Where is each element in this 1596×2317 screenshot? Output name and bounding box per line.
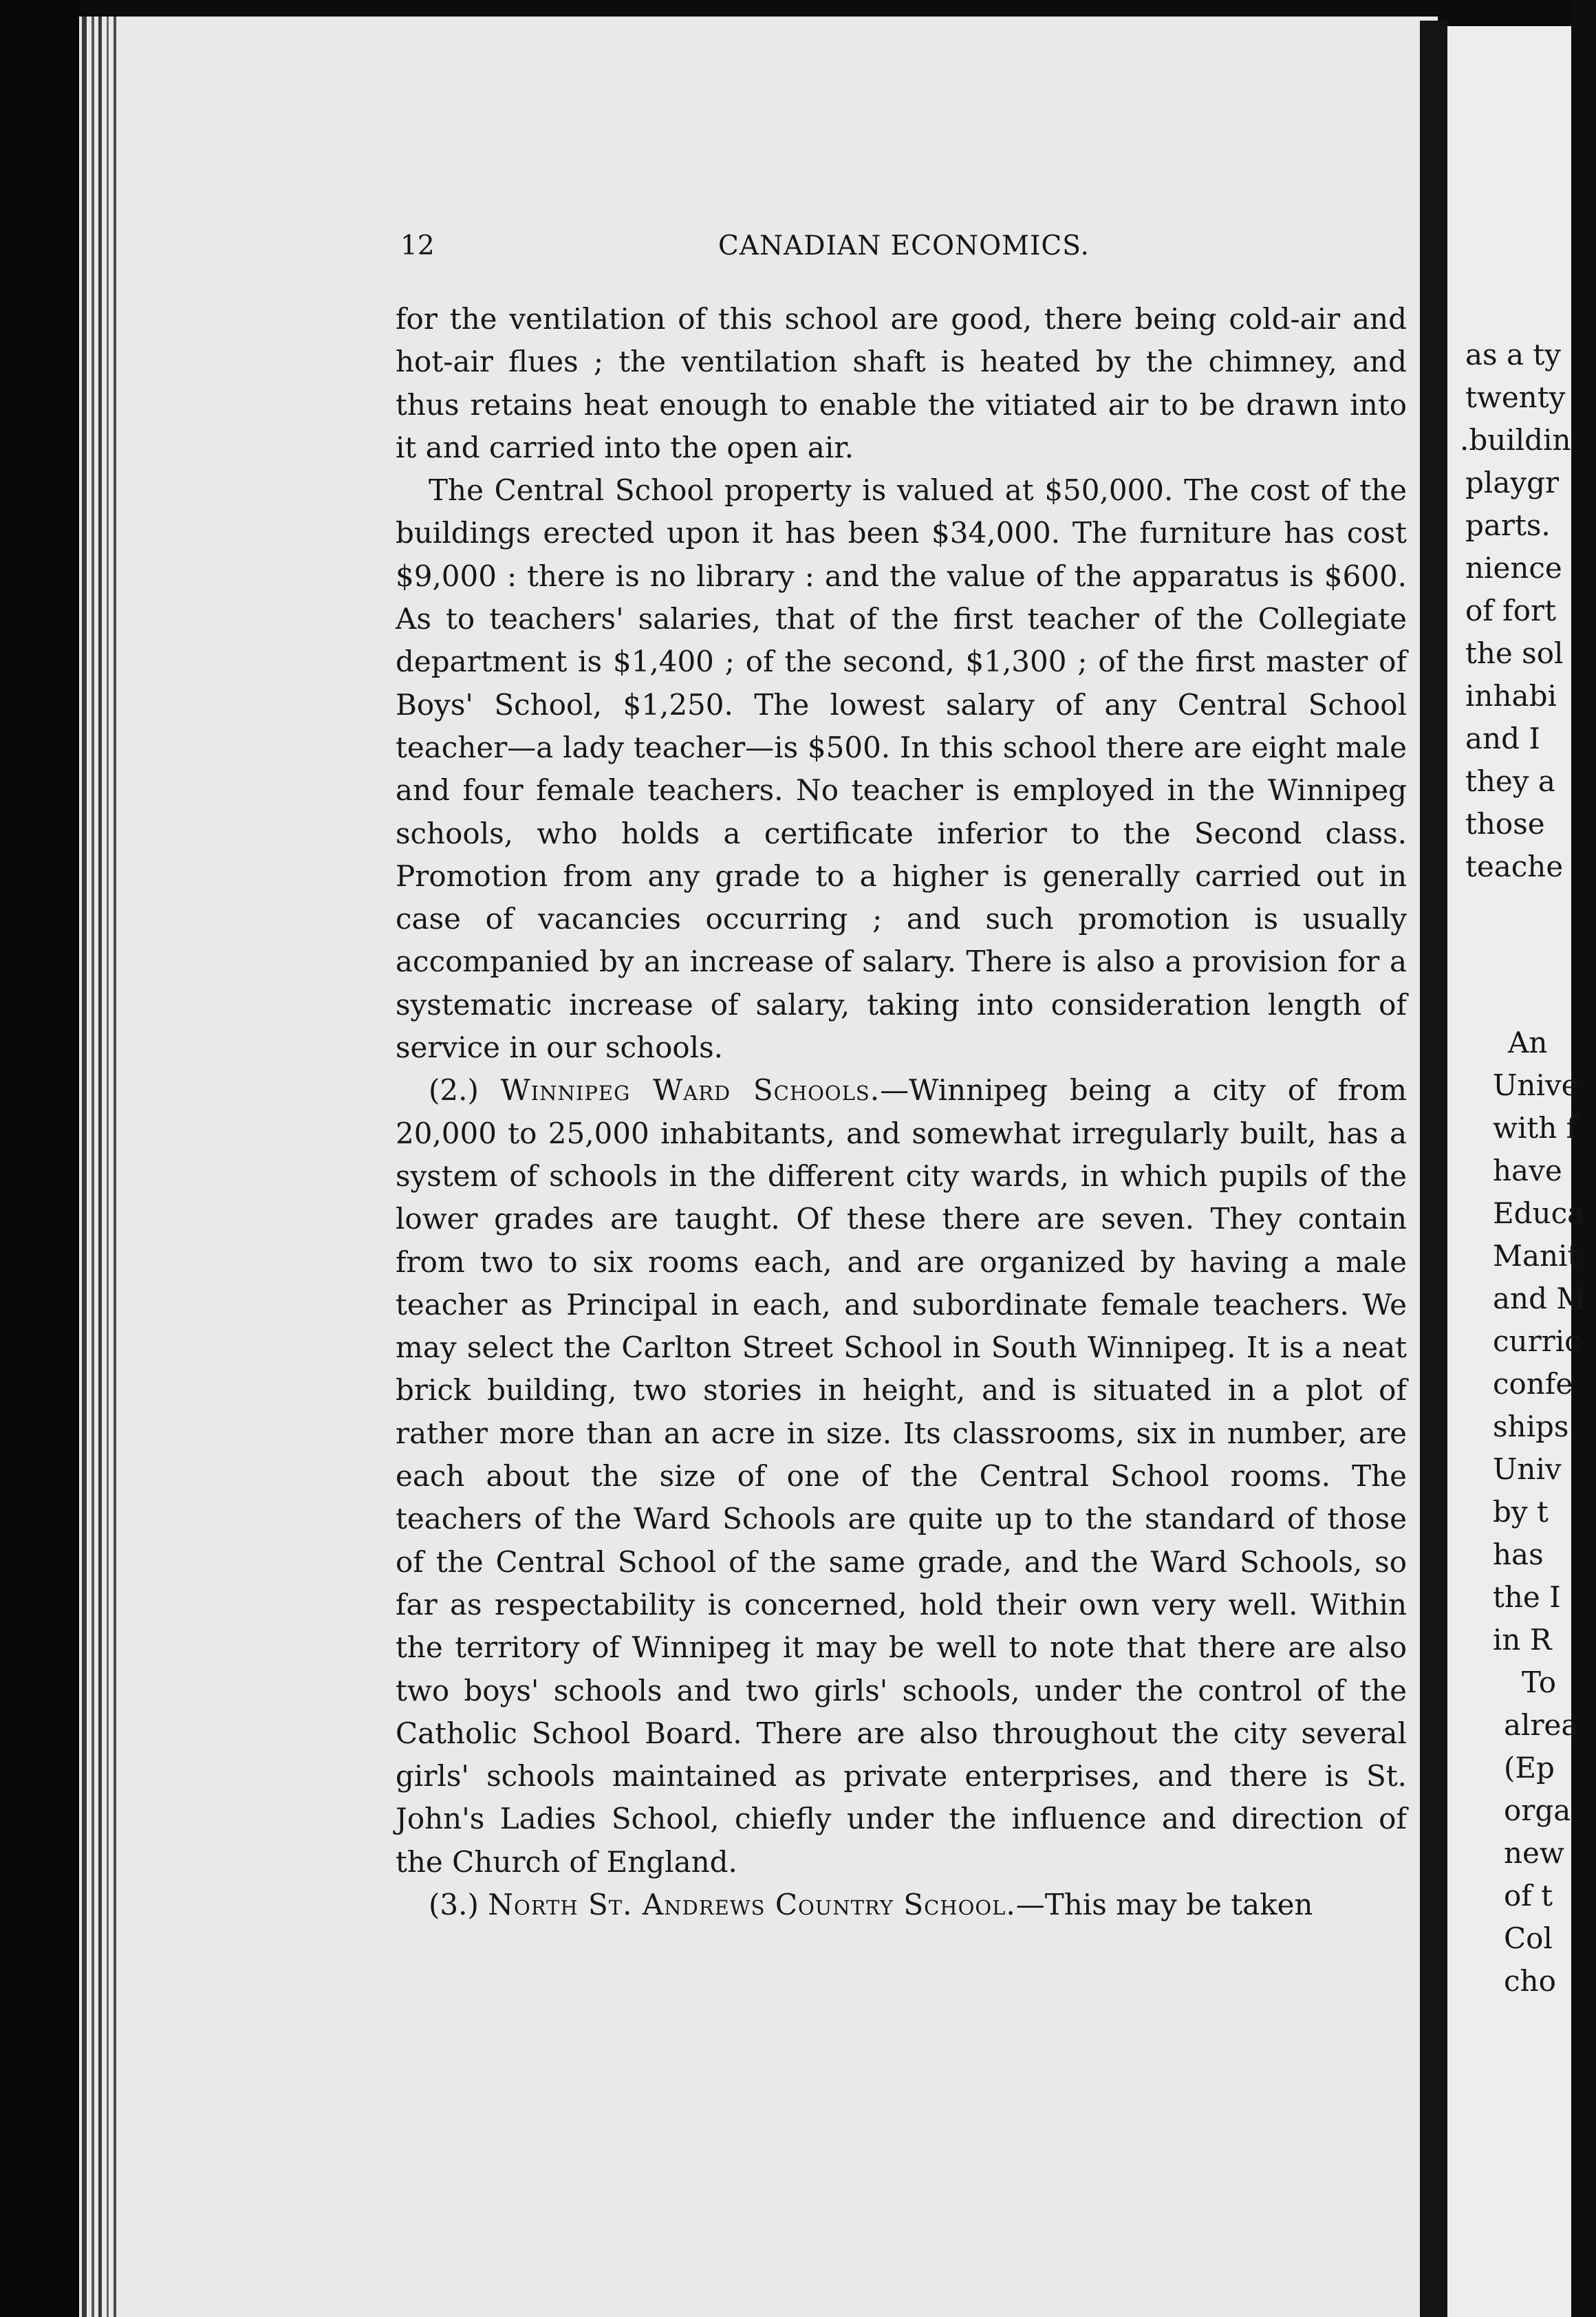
text-fragment: those <box>1465 807 1545 841</box>
text-fragment: playgr <box>1465 466 1560 499</box>
section-text: —Winnipeg being a city of from 20,000 to 25,000 inhabitants, and somewhat irregularly built, has a system of schools in the different city wards, in which pupils of the lower grades are taught. Of these there are seven. They contain from two to six rooms each, and are organized by having a male teacher as Principal in each, and subordinate female teachers. We may select the Carlton Street School in South Winnipeg. It is a neat brick building, two stories in height, and is situated in a plot of rather more than an acre in size. Its classrooms, six in number, are each about the size of one of the Central School rooms. The teachers of the Ward Schools are quite up to the standard of those of the Central School of the same grade, and the Ward Schools, so far as respectability is concerned, hold their own very well. Within the territory of Winnipeg it may be well to note that there are also two boys' schools and two girls' schools, under the control of the Catholic School Board. There are also throughout the city several girls' schools maintained as private enterprises, and there is St. John's Ladies School, chiefly under the influence and direction of the Church of England. <box>396 1073 1407 1879</box>
text-fragment: by t <box>1493 1495 1549 1529</box>
text-fragment: has <box>1493 1538 1544 1571</box>
scan-left-border <box>0 0 79 2317</box>
text-fragment: parts. <box>1465 508 1551 542</box>
text-fragment: inhabi <box>1465 679 1557 713</box>
running-title: CANADIAN ECONOMICS. <box>718 230 1090 261</box>
text-fragment: nience <box>1465 551 1562 585</box>
section-heading: Winnipeg Ward Schools. <box>500 1073 881 1108</box>
text-fragment: the I <box>1493 1580 1561 1614</box>
text-fragment: An <box>1508 1026 1548 1059</box>
text-fragment: new <box>1504 1836 1564 1870</box>
section-heading: North St. Andrews Country School. <box>488 1887 1016 1921</box>
paragraph-north-st-andrews <box>396 1884 1407 1926</box>
running-head <box>400 230 1406 272</box>
text-fragment: Unive <box>1493 1068 1579 1102</box>
page-number: 12 <box>400 230 435 261</box>
text-fragment: twenty <box>1465 380 1566 414</box>
text-fragment: Educa <box>1493 1196 1585 1230</box>
text-fragment: in R <box>1493 1623 1552 1657</box>
text-fragment: with f <box>1493 1111 1577 1145</box>
text-fragment: have <box>1493 1154 1562 1187</box>
paragraph-ward-schools <box>396 1069 1407 1884</box>
text-fragment: teache <box>1465 850 1564 883</box>
book-gutter <box>1420 21 1447 2317</box>
body-text <box>396 298 1407 1926</box>
text-fragment: curric <box>1493 1324 1581 1358</box>
text-fragment: and M <box>1493 1282 1586 1315</box>
right-page <box>1447 26 1586 2317</box>
text-fragment: Col <box>1504 1921 1553 1955</box>
section-text: —This may be taken <box>1015 1887 1313 1921</box>
text-fragment: ships <box>1493 1410 1569 1443</box>
section-number: (3.) <box>429 1887 479 1921</box>
paragraph-central-school: The Central School property is valued at $50,000. The cost of the buildings erected upon it has been $34,000. The furniture has cost $9,000 : there is no library : and the value of the apparatus is $600. As to teachers' salaries, that of the first teacher of the Collegiate department is $1,400 ; of the second, $1,300 ; of the first master of Boys' School, $1,250. The lowest salary of any Central School teacher—a lady teacher—is $500. In this school there are eight male and four female teachers. No teacher is employed in the Winnipeg schools, who holds a certificate inferior to the Second class. Promotion from any grade to a higher is generally carried out in case of vacancies occurring ; and such promotion is usually accompanied by an increase of salary. There is also a provision for a systematic increase of salary, taking into consideration length of service in our schools. <box>396 473 1407 1065</box>
text-fragment: .buildin <box>1460 423 1571 457</box>
text-fragment: cho <box>1504 1964 1556 1998</box>
page-edge-lines <box>79 17 127 2317</box>
text-fragment: To <box>1522 1666 1557 1699</box>
text-fragment: (Ep <box>1504 1751 1555 1785</box>
text-fragment: alrea <box>1504 1708 1579 1742</box>
text-fragment: Manit <box>1493 1239 1579 1273</box>
text-fragment: of t <box>1504 1879 1553 1912</box>
text-fragment: the sol <box>1465 636 1564 670</box>
text-fragment: orga <box>1504 1793 1571 1827</box>
text-fragment: and I <box>1465 722 1540 755</box>
text-fragment: confe <box>1493 1367 1573 1401</box>
paragraph-ventilation: for the ventilation of this school are good, there being cold-air and hot-air flues ; the ventilation shaft is heated by the chimney, and thus retains heat enough to enable the vitiated air to be drawn into it and carried into the open air. <box>396 302 1407 464</box>
text-fragment: they a <box>1465 764 1555 798</box>
text-fragment: as a ty <box>1465 338 1561 371</box>
text-fragment: of fort <box>1465 594 1556 627</box>
section-number: (2.) <box>429 1073 479 1108</box>
text-fragment: Univ <box>1493 1452 1562 1486</box>
